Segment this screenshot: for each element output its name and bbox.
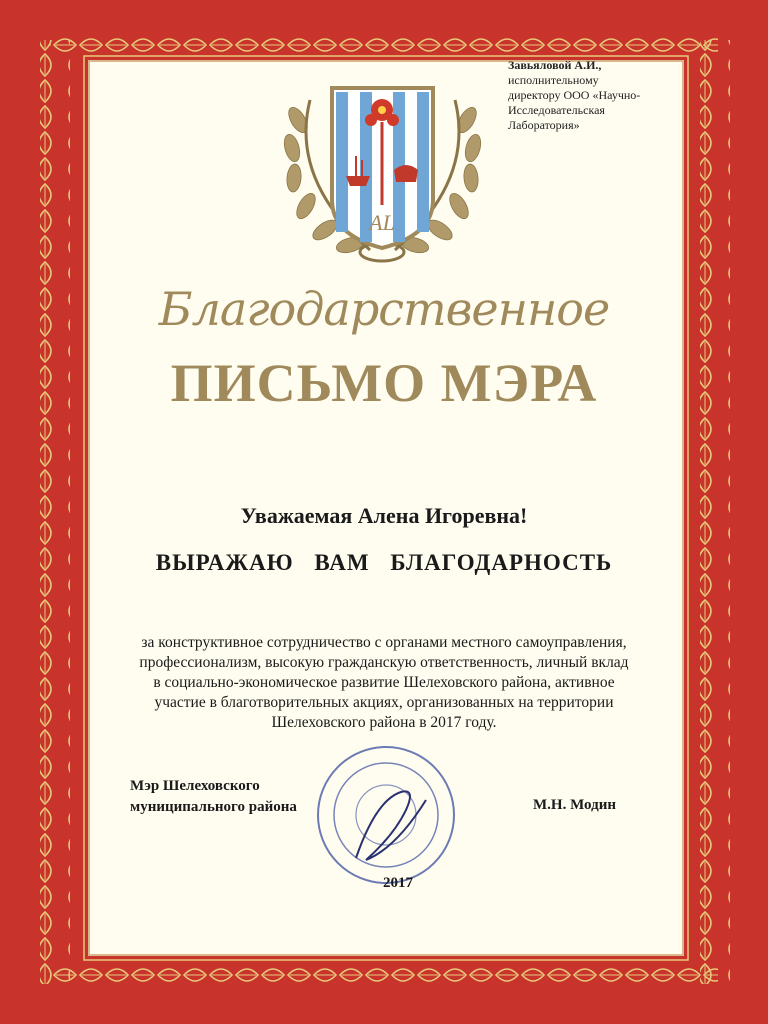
gratitude-statement: ВЫРАЖАЮ ВАМ БЛАГОДАРНОСТЬ	[155, 550, 613, 575]
signer-position-line: Мэр Шелеховского	[130, 778, 260, 794]
body-line: в социально-экономическое развитие Шелеховского района, активное	[153, 674, 615, 691]
title-line-1: Благодарственное	[158, 282, 610, 336]
signer-name: М.Н. Модин	[533, 797, 616, 813]
official-seal-icon	[306, 740, 466, 890]
letter-body	[110, 633, 658, 733]
addressee-line: директору ООО «Научно-	[508, 88, 641, 102]
title-line-2: ПИСЬМО МЭРА	[170, 353, 598, 413]
addressee-line: Исследовательская	[508, 103, 605, 117]
body-line: профессионализм, высокую гражданскую ответственность, личный вклад	[139, 654, 629, 671]
addressee-line: исполнительному	[508, 73, 599, 87]
body-line: участие в благотворительных акциях, организованных на территории	[154, 694, 614, 711]
signer-position	[130, 776, 297, 818]
issue-year: 2017	[383, 875, 413, 891]
salutation: Уважаемая Алена Игоревна!	[240, 503, 528, 528]
body-line: за конструктивное сотрудничество с органами местного самоуправления,	[141, 634, 627, 651]
signer-position-line: муниципального района	[130, 799, 297, 815]
addressee-block	[508, 58, 678, 133]
emblem-monogram: AL	[369, 210, 395, 235]
body-line: Шелеховского района в 2017 году.	[271, 714, 497, 731]
coat-of-arms-icon	[270, 80, 495, 270]
addressee-name: Завьяловой А.И.,	[508, 58, 602, 72]
addressee-line: Лаборатория»	[508, 118, 580, 132]
